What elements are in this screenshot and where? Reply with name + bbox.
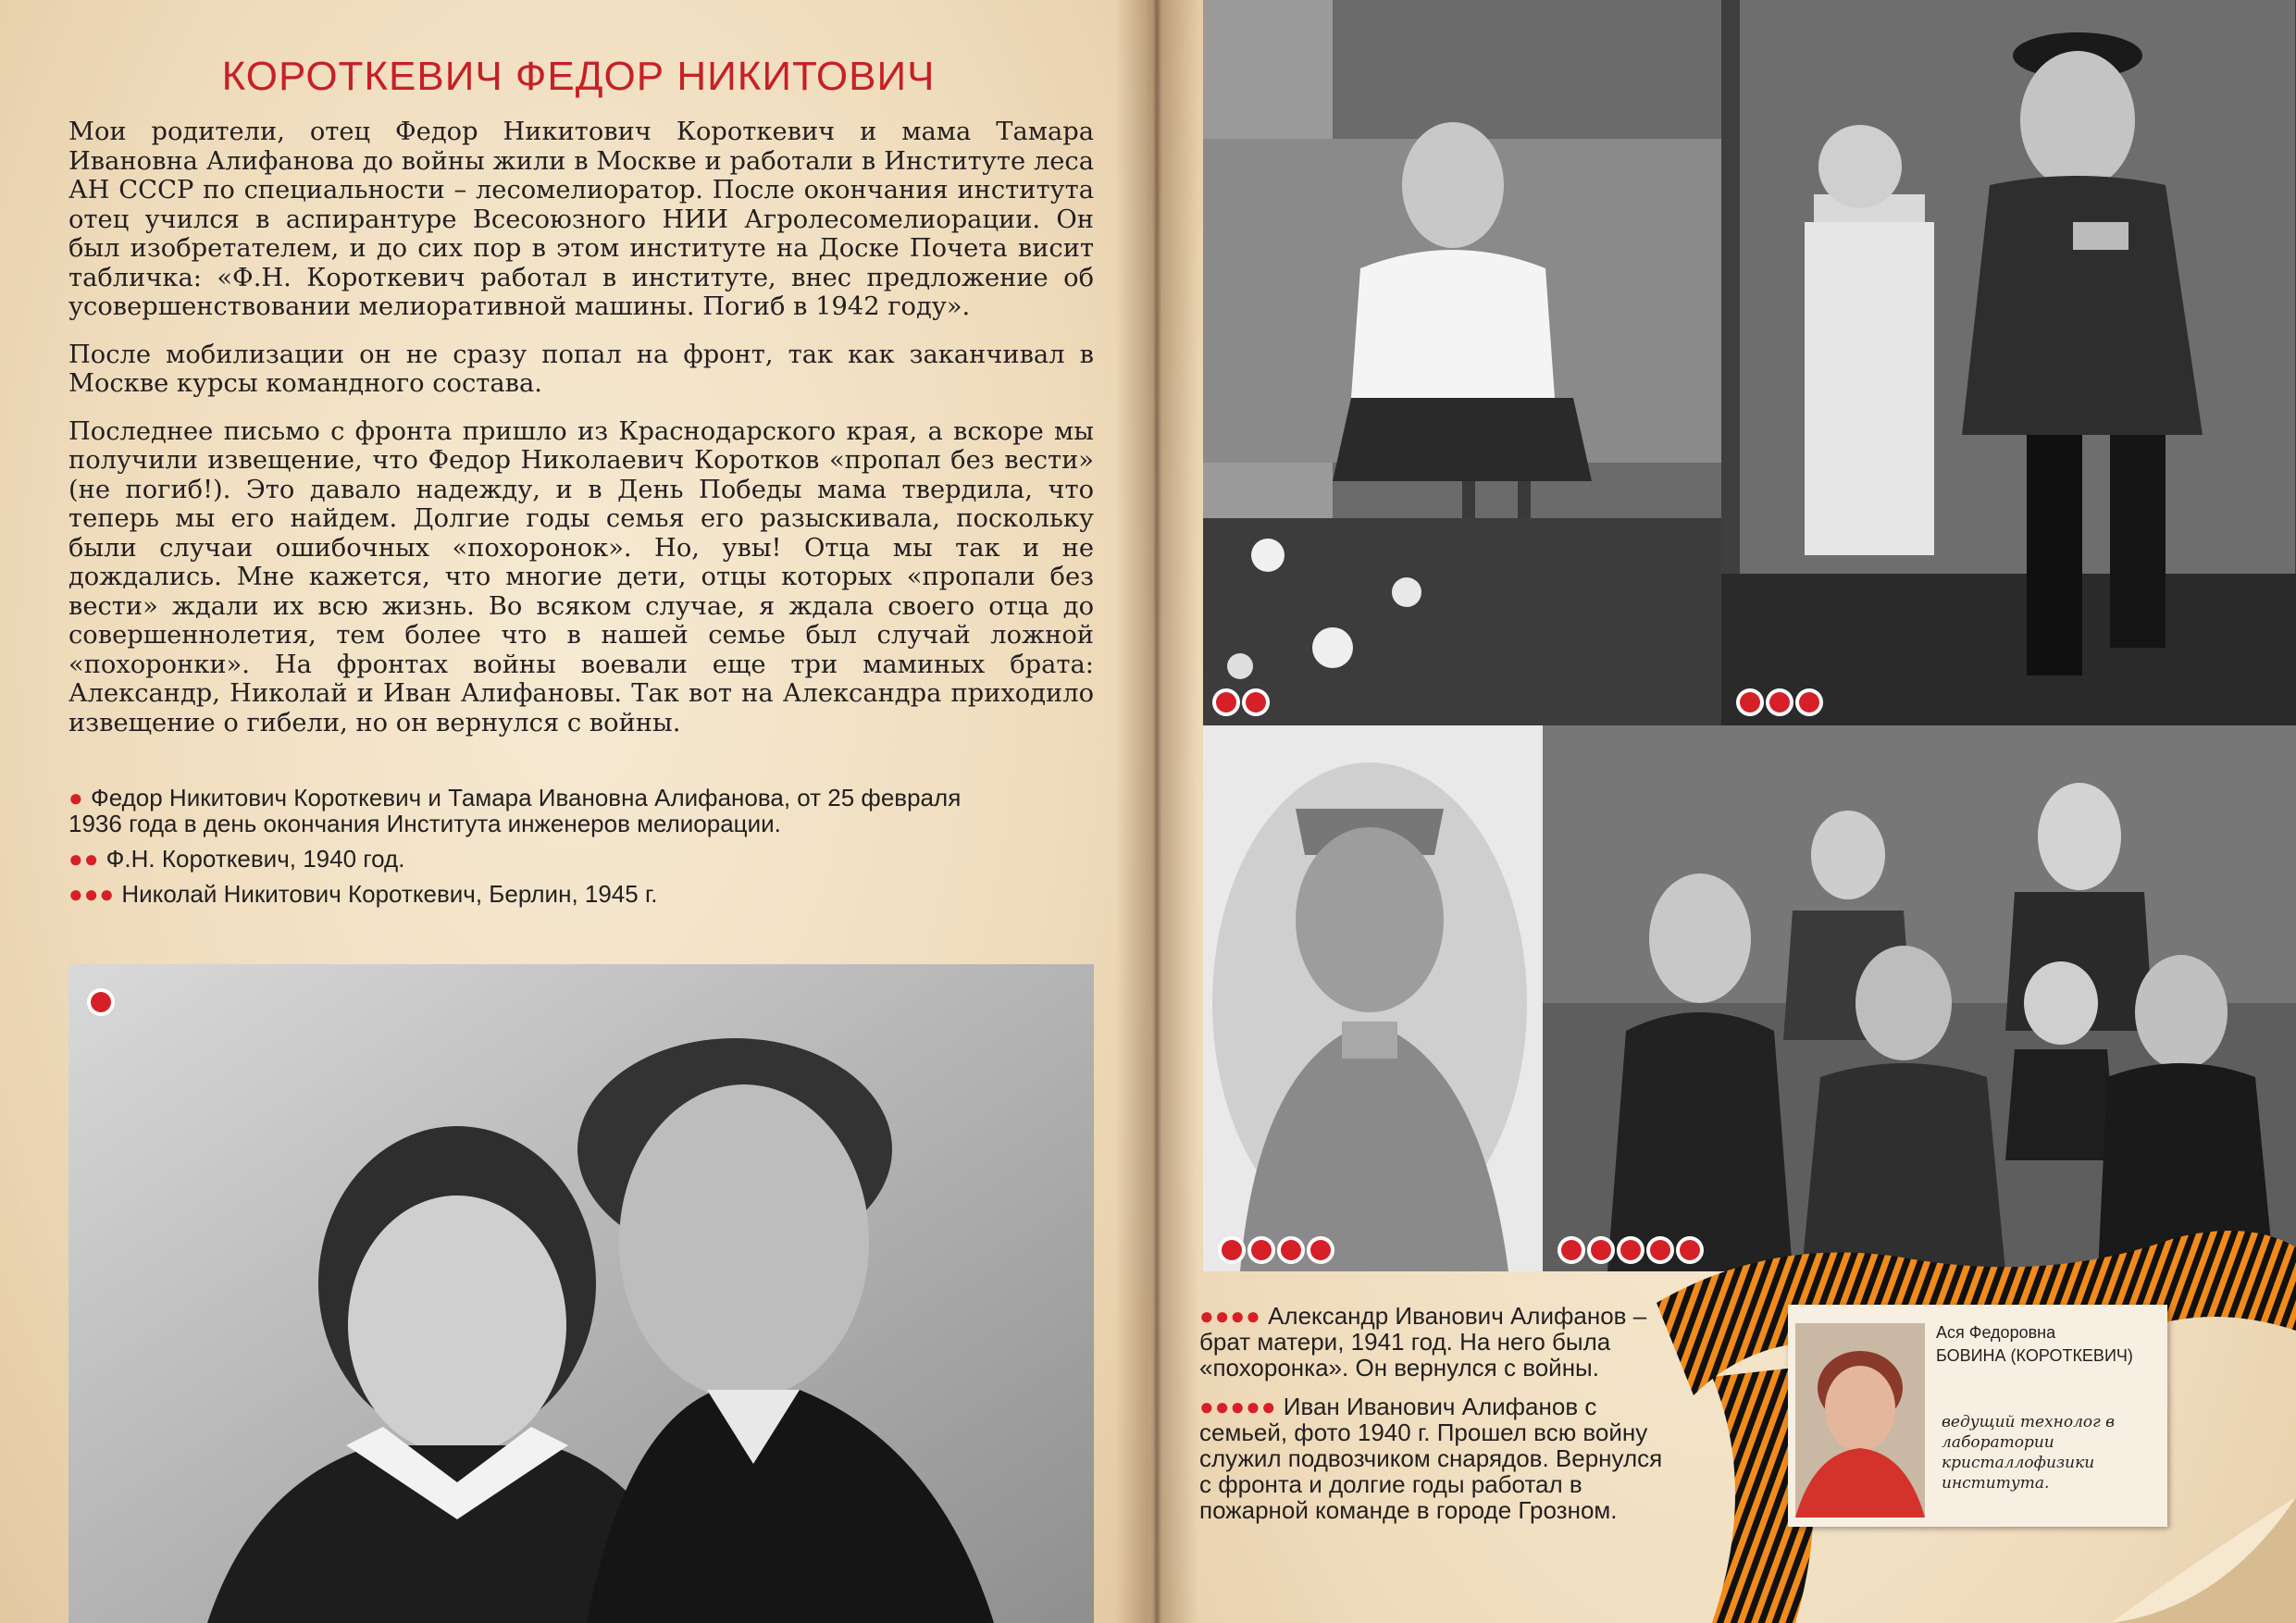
- author-card: [1788, 1305, 2167, 1527]
- paragraph-3: Последнее письмо с фронта пришло из Краснодарского края, а вскоре мы получили извещение, что Федор Николаевич Коротков «пропал без вести» (не погиб!). Это давало надежду, и в День Победы мама твердила, что теперь мы его найдем. Долгие годы семья его разыскивала, поскольку были случаи ошибочных «похоронок». Но, увы! Отца мы так и не дождались. Мне кажется, что многие дети, отцы которых «пропали без вести» ждали их всю жизнь. Во всяком случае, я ждала своего отца до совершеннолетия, тем более что в нашей семье был случай ложной «похоронки». На фронтах войны воевали еще три маминых брата: Александр, Николай и Иван Алифановы. Так вот на Александра приходило извещение о гибели, но он вернулся с войны.: [68, 416, 1094, 737]
- caption-marker-5: ●●●●●: [1199, 1393, 1277, 1420]
- photo-captions-right: [1199, 1303, 1681, 1536]
- marker-dot: [1769, 692, 1790, 712]
- caption-text-2: Ф.Н. Короткевич, 1940 год.: [105, 845, 405, 873]
- marker-dot: [1281, 1240, 1301, 1260]
- caption-3: [68, 881, 994, 907]
- photo-man-garden-image: [1203, 0, 1721, 725]
- photo-soldier-seated-image: [1721, 0, 2296, 725]
- photo-marker-4: [1222, 1240, 1331, 1260]
- photo-family[interactable]: [1543, 725, 2296, 1271]
- photo-man-garden[interactable]: [1203, 0, 1721, 725]
- caption-marker-4: ●●●●: [1199, 1302, 1261, 1330]
- author-role: ведущий технолог в лаборатории кристаллофизики института.: [1942, 1413, 2116, 1493]
- marker-dot: [1620, 1240, 1641, 1260]
- photo-soldier-portrait[interactable]: [1203, 725, 1543, 1271]
- marker-dot: [1216, 692, 1236, 712]
- photo-marker-1: [91, 992, 111, 1012]
- caption-5: [1199, 1394, 1681, 1523]
- marker-dot: [1591, 1240, 1611, 1260]
- photo-soldier-seated[interactable]: [1721, 0, 2296, 725]
- page-curl-icon: [2111, 1497, 2296, 1623]
- photo-marker-3: [1740, 692, 1819, 712]
- photo-captions-left: [68, 785, 994, 916]
- author-surname: БОВИНА (КОРОТКЕВИЧ): [1936, 1346, 2133, 1365]
- caption-marker-3: ●●●: [68, 880, 116, 908]
- paragraph-2: После мобилизации он не сразу попал на фронт, так как заканчивал в Москве курсы командного состава.: [68, 340, 1094, 398]
- book-gutter: [1115, 0, 1198, 1623]
- caption-text-4: Александр Иванович Алифанов – брат матери, 1941 год. На него была «похоронка». Он вернулся с войны.: [1199, 1302, 1647, 1381]
- photo-marker-2: [1216, 692, 1266, 712]
- photo-soldier-portrait-image: [1203, 725, 1543, 1271]
- photo-family-image: [1543, 725, 2296, 1271]
- photo-couple-image: [68, 964, 1094, 1623]
- marker-dot: [1246, 692, 1266, 712]
- caption-1: [68, 785, 994, 836]
- author-photo: [1795, 1323, 1925, 1518]
- marker-dot: [1740, 692, 1760, 712]
- caption-text-3: Николай Никитович Короткевич, Берлин, 1945 г.: [121, 880, 658, 908]
- caption-4: [1199, 1303, 1681, 1381]
- caption-2: [68, 846, 994, 872]
- marker-dot: [91, 992, 111, 1012]
- caption-marker-1: ●: [68, 784, 84, 812]
- photo-couple[interactable]: [68, 964, 1094, 1623]
- page-title: КОРОТКЕВИЧ ФЕДОР НИКИТОВИЧ: [221, 54, 936, 99]
- marker-dot: [1310, 1240, 1331, 1260]
- author-first-names: Ася Федоровна: [1936, 1323, 2056, 1342]
- marker-dot: [1222, 1240, 1242, 1260]
- caption-text-1: Федор Никитович Короткевич и Тамара Ивановна Алифанова, от 25 февраля 1936 года в день окончания Института инженеров мелиорации.: [68, 784, 962, 837]
- caption-marker-2: ●●: [68, 845, 100, 873]
- caption-text-5: Иван Иванович Алифанов с семьей, фото 1940 г. Прошел всю войну служил подвозчиком снарядов. Вернулся с фронта и долгие годы работал в пожарной команде в городе Грозном.: [1199, 1393, 1663, 1524]
- marker-dot: [1561, 1240, 1582, 1260]
- marker-dot: [1251, 1240, 1272, 1260]
- article-body: [68, 118, 1094, 756]
- marker-dot: [1799, 692, 1819, 712]
- paragraph-1: Мои родители, отец Федор Никитович Короткевич и мама Тамара Ивановна Алифанова до войны жили в Москве и работали в Институте леса АН СССР по специальности – лесомелиоратор. После окончания института отец учился в аспирантуре Всесоюзного НИИ Агролесомелиорации. Он был изобретателем, и до сих пор в этом институте на Доске Почета висит табличка: «Ф.Н. Короткевич работал в институте, внес предложение об усовершенствовании мелиоративной машины. Погиб в 1942 году».: [68, 118, 1094, 321]
